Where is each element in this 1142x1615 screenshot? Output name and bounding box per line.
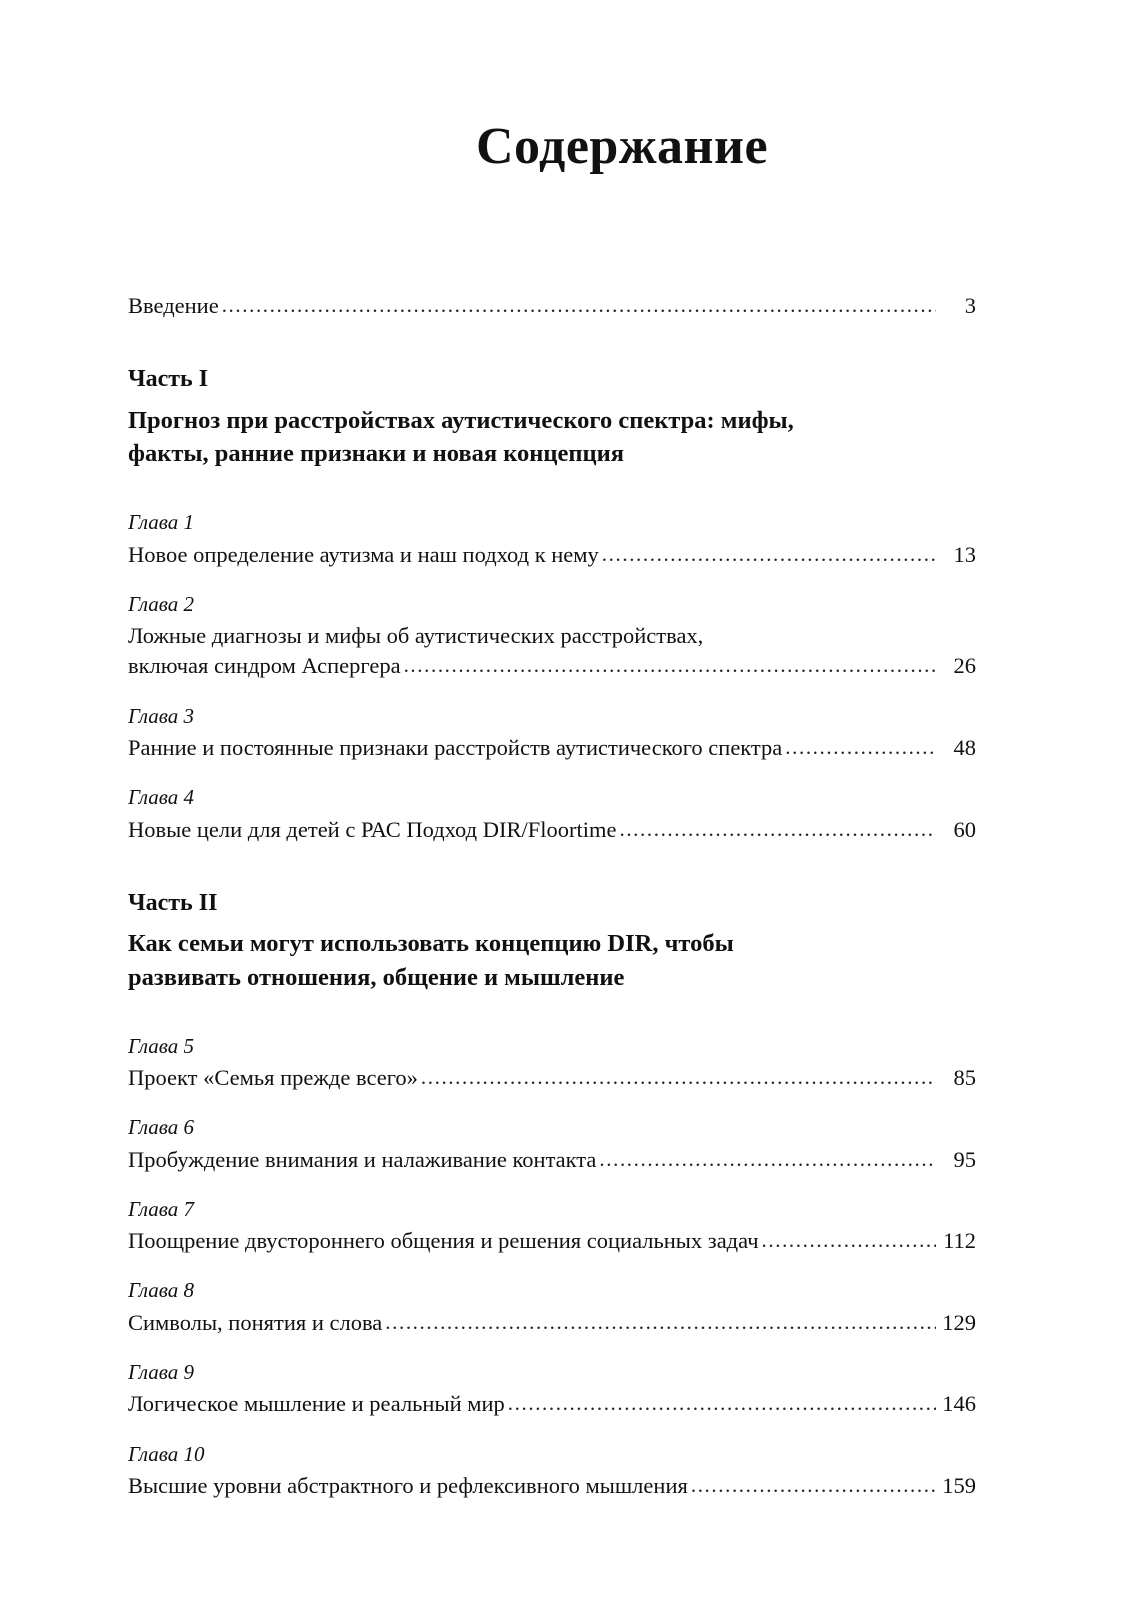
chapter-title-row[interactable] xyxy=(128,540,976,569)
chapter-entry[interactable] xyxy=(128,509,976,569)
chapter-lines xyxy=(128,540,976,569)
part-label: Часть II xyxy=(128,889,218,916)
chapter-page: 146 xyxy=(942,1391,976,1417)
part-block-2 xyxy=(128,888,976,995)
chapter-page: 159 xyxy=(942,1472,976,1498)
chapter-title: Логическое мышление и реальный мир xyxy=(128,1391,505,1417)
chapter-lines xyxy=(128,1226,976,1255)
title-spacer xyxy=(128,175,976,291)
chapter-label: Глава 8 xyxy=(128,1278,194,1303)
chapter-label: Глава 7 xyxy=(128,1196,194,1221)
chapter-label: Глава 2 xyxy=(128,591,194,616)
dot-leader xyxy=(508,1390,936,1417)
chapter-list-part-1 xyxy=(128,509,976,844)
part-title xyxy=(128,404,958,472)
dot-leader xyxy=(602,541,936,568)
chapter-page: 48 xyxy=(953,735,976,760)
chapter-title-row[interactable] xyxy=(128,1389,976,1418)
chapter-page: 129 xyxy=(942,1309,976,1335)
chapter-label: Глава 4 xyxy=(128,785,194,810)
chapter-page: 85 xyxy=(953,1064,976,1090)
chapter-page: 26 xyxy=(953,653,976,679)
part-title-line: Прогноз при расстройствах аутистического спектра: мифы, xyxy=(128,406,794,434)
chapter-lines xyxy=(128,815,976,844)
chapter-label: Глава 10 xyxy=(128,1441,205,1466)
chapter-lines xyxy=(128,1063,976,1092)
page-title: Содержание xyxy=(475,118,769,175)
dot-leader xyxy=(785,734,936,761)
chapter-page: 95 xyxy=(953,1146,976,1172)
chapter-entry[interactable] xyxy=(128,1033,976,1093)
chapter-title: Проект «Семья прежде всего» xyxy=(128,1064,418,1090)
dot-leader xyxy=(222,292,936,319)
chapter-title-row[interactable] xyxy=(128,1145,976,1174)
chapter-entry[interactable] xyxy=(128,1277,976,1337)
chapter-label: Глава 3 xyxy=(128,703,194,728)
chapter-label: Глава 6 xyxy=(128,1115,194,1140)
chapter-lines xyxy=(128,733,976,762)
chapter-lines xyxy=(128,1389,976,1418)
toc-entry-introduction[interactable] xyxy=(128,291,976,320)
dot-leader xyxy=(385,1309,936,1336)
chapter-title-row[interactable] xyxy=(128,1063,976,1092)
chapter-title: Ложные диагнозы и мифы об аутистических расстройствах, xyxy=(128,623,704,649)
part-title xyxy=(128,927,958,995)
chapter-title-row[interactable] xyxy=(128,1471,976,1500)
chapter-lines xyxy=(128,1471,976,1500)
chapter-entry[interactable] xyxy=(128,1441,976,1501)
part-title-line: факты, ранние признаки и новая концепция xyxy=(128,440,624,468)
chapter-title: включая синдром Аспергера xyxy=(128,653,401,679)
dot-leader xyxy=(619,816,936,843)
chapter-title: Высшие уровни абстрактного и рефлексивного мышления xyxy=(128,1472,688,1498)
part-title-line: развивать отношения, общение и мышление xyxy=(128,963,625,991)
chapter-title: Новое определение аутизма и наш подход к нему xyxy=(128,541,599,567)
chapter-title: Новые цели для детей с РАС Подход DIR/Floortime xyxy=(128,816,617,842)
dot-leader xyxy=(404,652,936,679)
chapter-entry[interactable] xyxy=(128,1114,976,1174)
chapter-page: 60 xyxy=(953,816,976,842)
dot-leader xyxy=(599,1146,936,1173)
chapter-page: 112 xyxy=(943,1228,976,1254)
chapter-label: Глава 1 xyxy=(128,510,194,535)
chapter-title-row[interactable] xyxy=(128,1308,976,1337)
chapter-entry[interactable] xyxy=(128,1359,976,1419)
chapter-title: Ранние и постоянные признаки расстройств аутистического спектра xyxy=(128,735,783,760)
part-block-1 xyxy=(128,364,976,471)
chapter-title-row[interactable] xyxy=(128,1226,976,1255)
chapter-entry[interactable] xyxy=(128,1196,976,1256)
chapter-lines xyxy=(128,1308,976,1337)
dot-leader xyxy=(421,1064,936,1091)
chapter-title-row xyxy=(128,621,976,650)
toc-content xyxy=(128,118,976,1500)
chapter-list-part-2 xyxy=(128,1033,976,1501)
chapter-label: Глава 9 xyxy=(128,1360,194,1385)
chapter-title: Символы, понятия и слова xyxy=(128,1309,383,1335)
chapter-page: 13 xyxy=(953,541,976,567)
chapter-title-row[interactable] xyxy=(128,815,976,844)
chapter-entry[interactable] xyxy=(128,591,976,681)
chapter-title-row[interactable] xyxy=(128,651,976,680)
part-label: Часть I xyxy=(128,366,209,393)
toc-entry-title: Введение xyxy=(128,293,219,319)
chapter-entry[interactable] xyxy=(128,784,976,844)
chapter-label: Глава 5 xyxy=(128,1033,194,1058)
toc-entry-page: 3 xyxy=(964,293,976,319)
dot-leader xyxy=(691,1472,936,1499)
chapter-title: Пробуждение внимания и налаживание контакта xyxy=(128,1146,597,1172)
dot-leader xyxy=(762,1227,936,1254)
part-title-line: Как семьи могут использовать концепцию DIR, чтобы xyxy=(128,930,734,958)
chapter-title: Поощрение двустороннего общения и решения социальных задач xyxy=(128,1228,759,1254)
chapter-lines xyxy=(128,1145,976,1174)
chapter-title-row[interactable] xyxy=(128,733,976,762)
chapter-entry[interactable] xyxy=(128,703,976,763)
chapter-lines xyxy=(128,621,976,681)
